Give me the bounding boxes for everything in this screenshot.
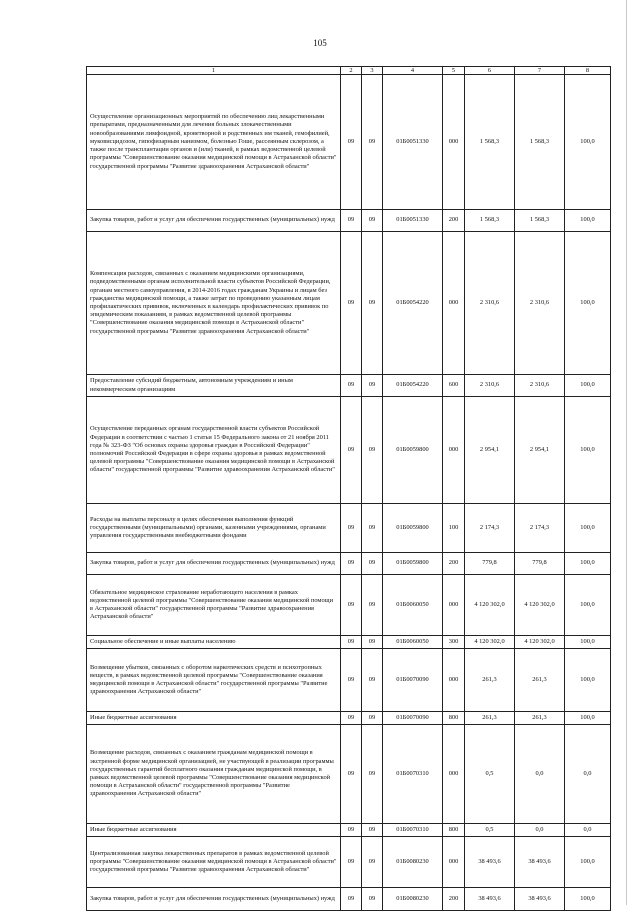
expense-type-cell: 000 bbox=[443, 232, 465, 375]
row-name-cell: Компенсация расходов, связанных с оказанием медицинскими организациями, подведомственными органам исполнительной власти субъектов Российской Федерации, органам местного самоуправления, в 2014-2016 годах гражданам Украины и лицам без гражданства медицинской помощи, а также затрат по проведению указанным лицам профилактических прививок, включенных в календарь профилактических прививок по эпидемическим показаниям, в рамках ведомственной целевой программы "Совершенствование оказания медицинской помощи в Астраханской области" государственной программы "Развитие здравоохранения Астраханской области" bbox=[87, 232, 341, 375]
target-article-cell: 01Б0070310 bbox=[383, 824, 443, 837]
percent-cell: 100,0 bbox=[565, 504, 611, 553]
target-article-cell: 01Б0070090 bbox=[383, 649, 443, 712]
percent-cell: 100,0 bbox=[565, 553, 611, 575]
row-name-cell: Социальное обеспечение и иные выплаты населению bbox=[87, 636, 341, 649]
section-cell: 09 bbox=[341, 575, 362, 636]
plan-amount-cell: 2 310,6 bbox=[465, 232, 515, 375]
plan-amount-cell: 4 120 302,0 bbox=[465, 636, 515, 649]
table-row bbox=[87, 397, 611, 504]
actual-amount-cell: 2 174,3 bbox=[515, 504, 565, 553]
table-row bbox=[87, 649, 611, 712]
table-row bbox=[87, 888, 611, 911]
plan-amount-cell: 2 174,3 bbox=[465, 504, 515, 553]
target-article-cell: 01Б0060050 bbox=[383, 636, 443, 649]
header-cell: 2 bbox=[341, 67, 362, 75]
plan-amount-cell: 779,8 bbox=[465, 553, 515, 575]
plan-amount-cell: 38 493,6 bbox=[465, 837, 515, 888]
percent-cell: 100,0 bbox=[565, 649, 611, 712]
actual-amount-cell: 261,3 bbox=[515, 712, 565, 725]
row-name-cell: Иные бюджетные ассигнования bbox=[87, 824, 341, 837]
section-cell: 09 bbox=[341, 712, 362, 725]
header-cell: 4 bbox=[383, 67, 443, 75]
section-cell: 09 bbox=[341, 375, 362, 397]
row-name-cell: Закупка товаров, работ и услуг для обеспечения государственных (муниципальных) нужд bbox=[87, 210, 341, 232]
section-cell: 09 bbox=[341, 837, 362, 888]
percent-cell: 100,0 bbox=[565, 397, 611, 504]
actual-amount-cell: 38 493,6 bbox=[515, 888, 565, 911]
section-cell: 09 bbox=[341, 75, 362, 210]
actual-amount-cell: 38 493,6 bbox=[515, 837, 565, 888]
subsection-cell: 09 bbox=[362, 712, 383, 725]
expense-type-cell: 000 bbox=[443, 75, 465, 210]
subsection-cell: 09 bbox=[362, 837, 383, 888]
page-edge-line bbox=[626, 0, 627, 905]
percent-cell: 100,0 bbox=[565, 232, 611, 375]
section-cell: 09 bbox=[341, 888, 362, 911]
row-name-cell: Предоставление субсидий бюджетным, автономным учреждениям и иным некоммерческим организациям bbox=[87, 375, 341, 397]
subsection-cell: 09 bbox=[362, 824, 383, 837]
plan-amount-cell: 38 493,6 bbox=[465, 888, 515, 911]
percent-cell: 0,0 bbox=[565, 824, 611, 837]
expense-type-cell: 100 bbox=[443, 504, 465, 553]
actual-amount-cell: 1 568,3 bbox=[515, 210, 565, 232]
expense-type-cell: 000 bbox=[443, 837, 465, 888]
target-article-cell: 01Б0059800 bbox=[383, 553, 443, 575]
percent-cell: 100,0 bbox=[565, 575, 611, 636]
section-cell: 09 bbox=[341, 553, 362, 575]
row-name-cell: Обязательное медицинское страхование неработающего населения в рамках ведомственной целевой программы "Совершенствование оказания медицинской помощи в Астраханской области" государственной программы "Развитие здравоохранения Астраханской области" bbox=[87, 575, 341, 636]
subsection-cell: 09 bbox=[362, 888, 383, 911]
expense-type-cell: 800 bbox=[443, 824, 465, 837]
actual-amount-cell: 2 310,6 bbox=[515, 375, 565, 397]
percent-cell: 0,0 bbox=[565, 725, 611, 824]
target-article-cell: 01Б0080230 bbox=[383, 888, 443, 911]
expense-type-cell: 200 bbox=[443, 553, 465, 575]
actual-amount-cell: 0,0 bbox=[515, 824, 565, 837]
budget-table bbox=[86, 66, 611, 911]
percent-cell: 100,0 bbox=[565, 210, 611, 232]
target-article-cell: 01Б0051330 bbox=[383, 75, 443, 210]
table-row bbox=[87, 837, 611, 888]
section-cell: 09 bbox=[341, 824, 362, 837]
percent-cell: 100,0 bbox=[565, 75, 611, 210]
header-row bbox=[87, 67, 611, 75]
actual-amount-cell: 779,8 bbox=[515, 553, 565, 575]
actual-amount-cell: 2 310,6 bbox=[515, 232, 565, 375]
plan-amount-cell: 1 568,3 bbox=[465, 75, 515, 210]
expense-type-cell: 000 bbox=[443, 397, 465, 504]
expense-type-cell: 200 bbox=[443, 210, 465, 232]
section-cell: 09 bbox=[341, 649, 362, 712]
actual-amount-cell: 2 954,1 bbox=[515, 397, 565, 504]
section-cell: 09 bbox=[341, 397, 362, 504]
expense-type-cell: 600 bbox=[443, 375, 465, 397]
plan-amount-cell: 4 120 302,0 bbox=[465, 575, 515, 636]
subsection-cell: 09 bbox=[362, 375, 383, 397]
target-article-cell: 01Б0060050 bbox=[383, 575, 443, 636]
table-row bbox=[87, 636, 611, 649]
plan-amount-cell: 0,5 bbox=[465, 725, 515, 824]
table-row bbox=[87, 504, 611, 553]
row-name-cell: Закупка товаров, работ и услуг для обеспечения государственных (муниципальных) нужд bbox=[87, 888, 341, 911]
subsection-cell: 09 bbox=[362, 232, 383, 375]
target-article-cell: 01Б0059800 bbox=[383, 504, 443, 553]
percent-cell: 100,0 bbox=[565, 837, 611, 888]
subsection-cell: 09 bbox=[362, 210, 383, 232]
target-article-cell: 01Б0054220 bbox=[383, 375, 443, 397]
section-cell: 09 bbox=[341, 725, 362, 824]
subsection-cell: 09 bbox=[362, 575, 383, 636]
subsection-cell: 09 bbox=[362, 636, 383, 649]
expense-type-cell: 000 bbox=[443, 575, 465, 636]
section-cell: 09 bbox=[341, 210, 362, 232]
subsection-cell: 09 bbox=[362, 75, 383, 210]
section-cell: 09 bbox=[341, 232, 362, 375]
target-article-cell: 01Б0070310 bbox=[383, 725, 443, 824]
table-row bbox=[87, 824, 611, 837]
percent-cell: 100,0 bbox=[565, 888, 611, 911]
subsection-cell: 09 bbox=[362, 397, 383, 504]
section-cell: 09 bbox=[341, 504, 362, 553]
row-name-cell: Централизованная закупка лекарственных препаратов в рамках ведомственной целевой программы "Совершенствование оказания медицинской помощи в Астраханской области" государственной программы "Развитие здравоохранения Астраханской области" bbox=[87, 837, 341, 888]
actual-amount-cell: 1 568,3 bbox=[515, 75, 565, 210]
table-row bbox=[87, 375, 611, 397]
percent-cell: 100,0 bbox=[565, 636, 611, 649]
table-row bbox=[87, 553, 611, 575]
subsection-cell: 09 bbox=[362, 553, 383, 575]
target-article-cell: 01Б0070090 bbox=[383, 712, 443, 725]
table-row bbox=[87, 725, 611, 824]
row-name-cell: Расходы на выплаты персоналу в целях обеспечения выполнения функций государственными (муниципальными) органами, казенными учреждениями, органами управления государственными внебюджетными фондами bbox=[87, 504, 341, 553]
table-row bbox=[87, 575, 611, 636]
percent-cell: 100,0 bbox=[565, 375, 611, 397]
target-article-cell: 01Б0080230 bbox=[383, 837, 443, 888]
plan-amount-cell: 0,5 bbox=[465, 824, 515, 837]
subsection-cell: 09 bbox=[362, 649, 383, 712]
table-row bbox=[87, 75, 611, 210]
row-name-cell: Возмещение расходов, связанных с оказанием гражданам медицинской помощи в экстренной форме медицинской организацией, не участвующей в реализации программы государственных гарантий бесплатного оказания гражданам медицинской помощи, в рамках ведомственной целевой программы "Совершенствование оказания медицинской помощи в Астраханской области" государственной программы "Развитие здравоохранения Астраханской области" bbox=[87, 725, 341, 824]
actual-amount-cell: 4 120 302,0 bbox=[515, 636, 565, 649]
header-cell: 7 bbox=[515, 67, 565, 75]
header-cell: 3 bbox=[362, 67, 383, 75]
table-row bbox=[87, 232, 611, 375]
row-name-cell: Осуществление организационных мероприятий по обеспечению лиц лекарственными препаратами, предназначенными для лечения больных злокачественными новообразованиями лимфоидной, кроветворной и родственных им тканей, гемофилией, муковисцидозом, гипофизарным нанизмом, болезнью Гоше, рассеянным склерозом, а также после трансплантации органов и (или) тканей, в рамках ведомственной целевой программы "Совершенствование оказания медицинской помощи в Астраханской области" государственной программы "Развитие здравоохранения Астраханской области" bbox=[87, 75, 341, 210]
expense-type-cell: 300 bbox=[443, 636, 465, 649]
section-cell: 09 bbox=[341, 636, 362, 649]
header-cell: 1 bbox=[87, 67, 341, 75]
actual-amount-cell: 4 120 302,0 bbox=[515, 575, 565, 636]
subsection-cell: 09 bbox=[362, 725, 383, 824]
header-cell: 6 bbox=[465, 67, 515, 75]
target-article-cell: 01Б0051330 bbox=[383, 210, 443, 232]
table-row bbox=[87, 712, 611, 725]
row-name-cell: Иные бюджетные ассигнования bbox=[87, 712, 341, 725]
table-row bbox=[87, 210, 611, 232]
header-cell: 8 bbox=[565, 67, 611, 75]
percent-cell: 100,0 bbox=[565, 712, 611, 725]
actual-amount-cell: 261,3 bbox=[515, 649, 565, 712]
plan-amount-cell: 261,3 bbox=[465, 649, 515, 712]
expense-type-cell: 000 bbox=[443, 649, 465, 712]
plan-amount-cell: 2 310,6 bbox=[465, 375, 515, 397]
plan-amount-cell: 2 954,1 bbox=[465, 397, 515, 504]
row-name-cell: Закупка товаров, работ и услуг для обеспечения государственных (муниципальных) нужд bbox=[87, 553, 341, 575]
row-name-cell: Осуществление переданных органам государственной власти субъектов Российской Федерации в соответствии с частью 1 статьи 15 Федерального закона от 21 ноября 2011 года № 323-ФЗ "Об основах охраны здоровья граждан в Российской Федерации" полномочий Российской Федерации в сфере охраны здоровья в рамках ведомственной целевой программы "Совершенствование оказания медицинской помощи в Астраханской области" государственной программы "Развитие здравоохранения Астраханской области" bbox=[87, 397, 341, 504]
expense-type-cell: 800 bbox=[443, 712, 465, 725]
plan-amount-cell: 1 568,3 bbox=[465, 210, 515, 232]
page-number: 105 bbox=[313, 38, 327, 48]
expense-type-cell: 000 bbox=[443, 725, 465, 824]
plan-amount-cell: 261,3 bbox=[465, 712, 515, 725]
actual-amount-cell: 0,0 bbox=[515, 725, 565, 824]
row-name-cell: Возмещение убытков, связанных с оборотом наркотических средств и психотропных веществ, в рамках ведомственной целевой программы "Совершенствование оказания медицинской помощи в Астраханской области" государственной программы "Развитие здравоохранения Астраханской области" bbox=[87, 649, 341, 712]
header-cell: 5 bbox=[443, 67, 465, 75]
target-article-cell: 01Б0054220 bbox=[383, 232, 443, 375]
subsection-cell: 09 bbox=[362, 504, 383, 553]
expense-type-cell: 200 bbox=[443, 888, 465, 911]
target-article-cell: 01Б0059800 bbox=[383, 397, 443, 504]
